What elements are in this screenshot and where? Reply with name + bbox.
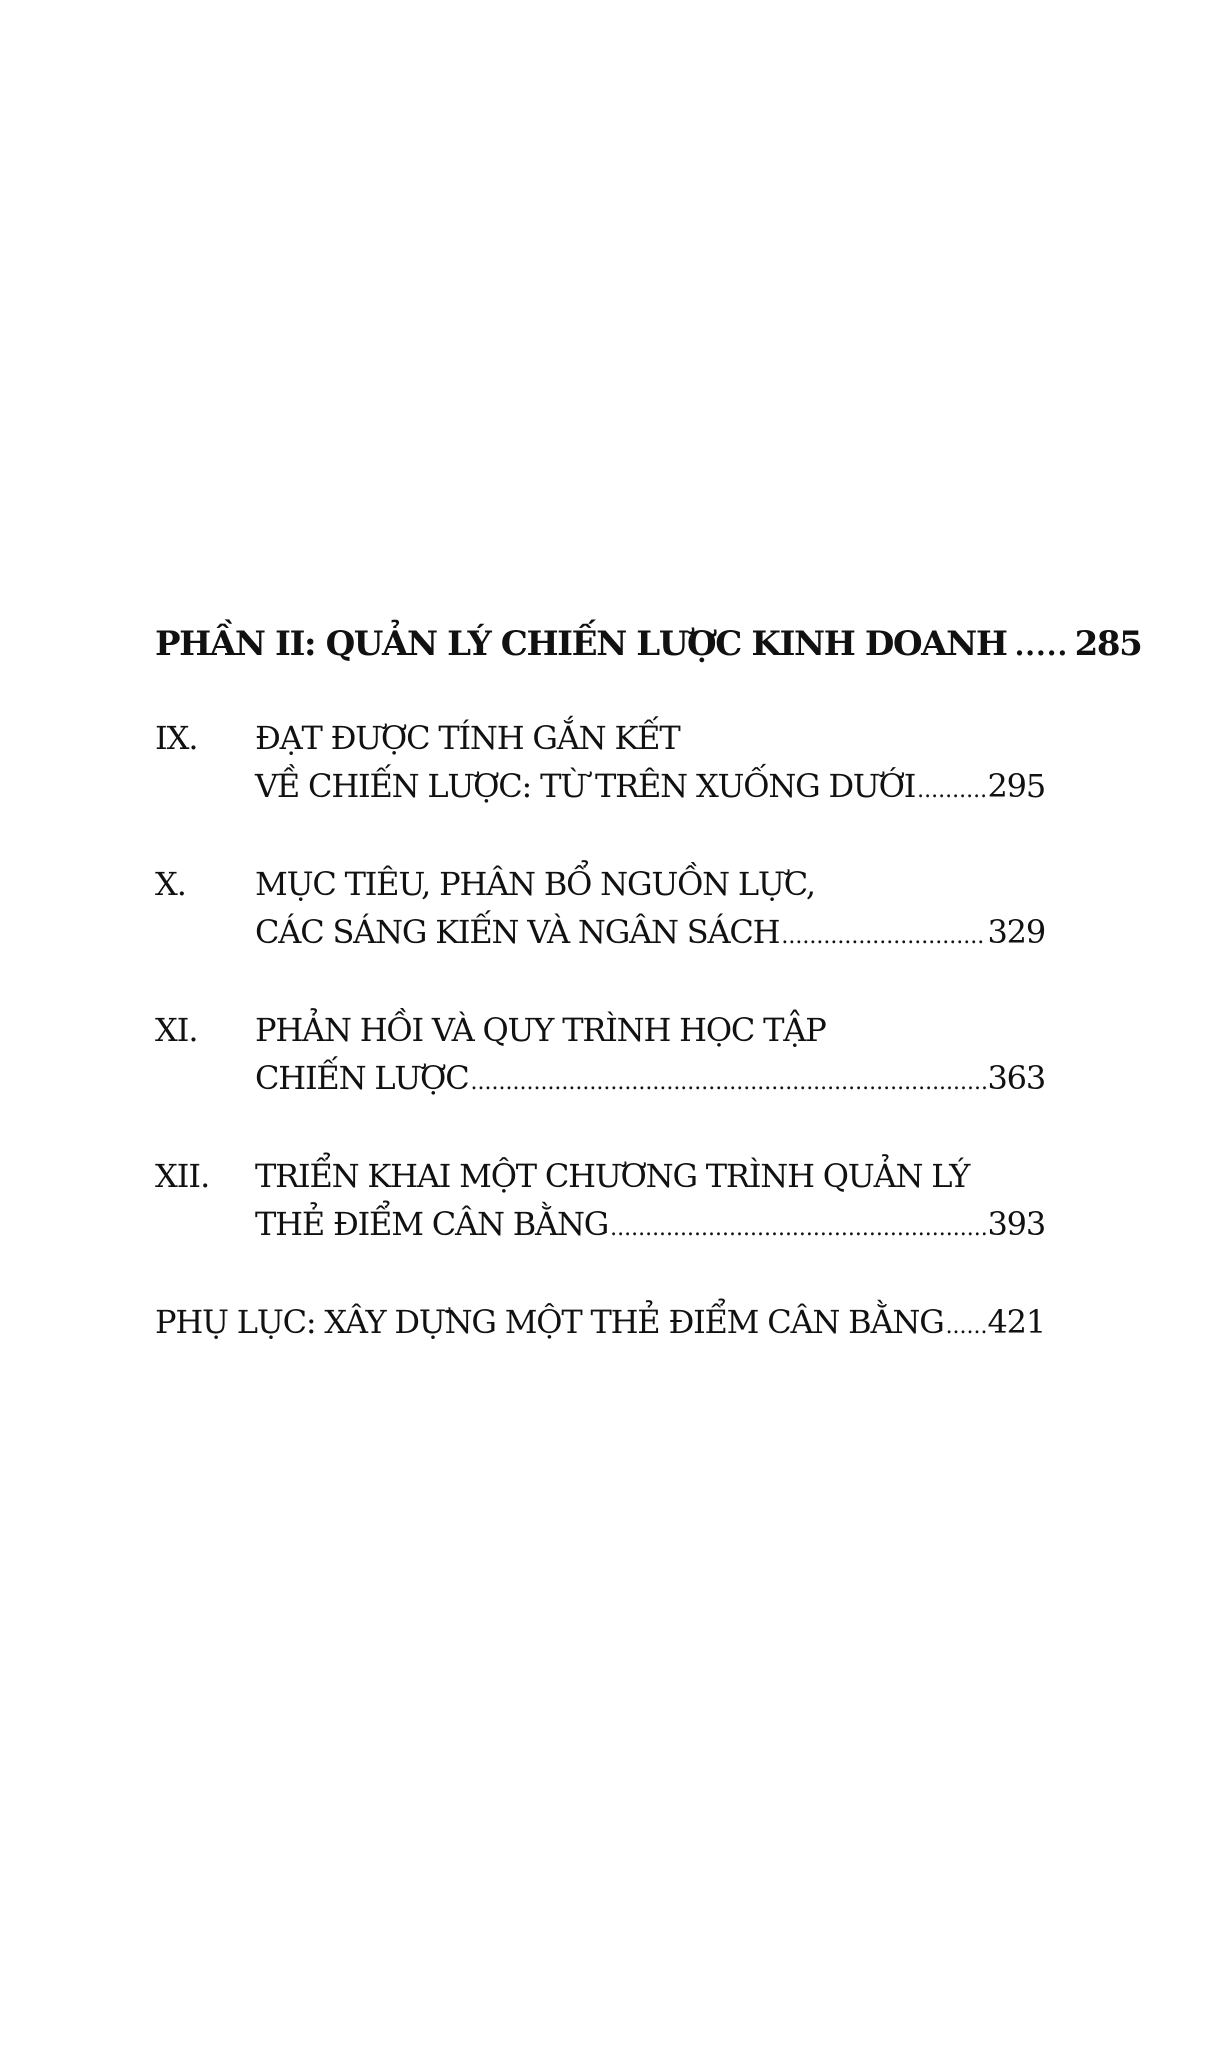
- chapter-title-block: [255, 860, 1045, 961]
- appendix-title: PHỤ LỤC: XÂY DỰNG MỘT THẺ ĐIỂM CÂN BẰNG: [155, 1303, 944, 1341]
- chapter-title-block: [255, 1152, 1045, 1253]
- chapter-page-number: 295: [987, 767, 1045, 805]
- chapter-title-second-line: THẺ ĐIỂM CÂN BẰNG: [255, 1205, 609, 1243]
- dot-leader: [781, 913, 985, 961]
- chapter-title-line-with-page: [255, 1054, 1045, 1107]
- dot-leader: [471, 1059, 986, 1107]
- toc-part-heading[interactable]: [155, 620, 1142, 670]
- toc-entry-appendix[interactable]: [155, 1298, 1045, 1351]
- chapter-title-first-line: ĐẠT ĐƯỢC TÍNH GẮN KẾT: [255, 719, 680, 757]
- chapter-number: IX.: [155, 719, 198, 757]
- toc-entry-chapter-12[interactable]: [155, 1152, 1045, 1253]
- part-page-number: 285: [1074, 624, 1142, 664]
- chapter-title-second-line: VỀ CHIẾN LƯỢC: TỪ TRÊN XUỐNG DƯỚI: [255, 767, 916, 805]
- chapter-page-number: 329: [987, 913, 1045, 951]
- chapter-page-number: 393: [987, 1205, 1045, 1243]
- chapter-number: XI.: [155, 1011, 198, 1049]
- dot-leader: [610, 1205, 985, 1253]
- chapter-title-second-line: CÁC SÁNG KIẾN VÀ NGÂN SÁCH: [255, 913, 780, 951]
- chapter-title-line-with-page: [255, 908, 1045, 961]
- chapter-title-second-line: CHIẾN LƯỢC: [255, 1059, 469, 1097]
- chapter-title-first-line: MỤC TIÊU, PHÂN BỔ NGUỒN LỰC,: [255, 865, 815, 903]
- chapter-number: XII.: [155, 1157, 210, 1195]
- chapter-title-first-line: TRIỂN KHAI MỘT CHƯƠNG TRÌNH QUẢN LÝ: [255, 1157, 970, 1195]
- dot-leader: [1015, 622, 1069, 670]
- chapter-title-line: [255, 714, 1045, 762]
- chapter-title-line-with-page: [255, 1200, 1045, 1253]
- appendix-page-number: 421: [987, 1303, 1045, 1341]
- chapter-title-line: [255, 860, 1045, 908]
- chapter-title-line-with-page: [255, 762, 1045, 815]
- toc-entry-chapter-9[interactable]: [155, 714, 1045, 815]
- toc-entry-chapter-10[interactable]: [155, 860, 1045, 961]
- part-title: PHẦN II: QUẢN LÝ CHIẾN LƯỢC KINH DOANH: [155, 624, 1007, 664]
- dot-leader: [946, 1303, 986, 1351]
- dot-leader: [917, 767, 985, 815]
- chapter-title-line: [255, 1152, 1045, 1200]
- chapter-page-number: 363: [987, 1059, 1045, 1097]
- toc-entry-chapter-11[interactable]: [155, 1006, 1045, 1107]
- chapter-title-first-line: PHẢN HỒI VÀ QUY TRÌNH HỌC TẬP: [255, 1011, 826, 1049]
- chapter-title-line: [255, 1006, 1045, 1054]
- chapter-title-block: [255, 714, 1045, 815]
- chapter-title-block: [255, 1006, 1045, 1107]
- table-of-contents: [155, 620, 1142, 1351]
- chapter-number: X.: [155, 865, 186, 903]
